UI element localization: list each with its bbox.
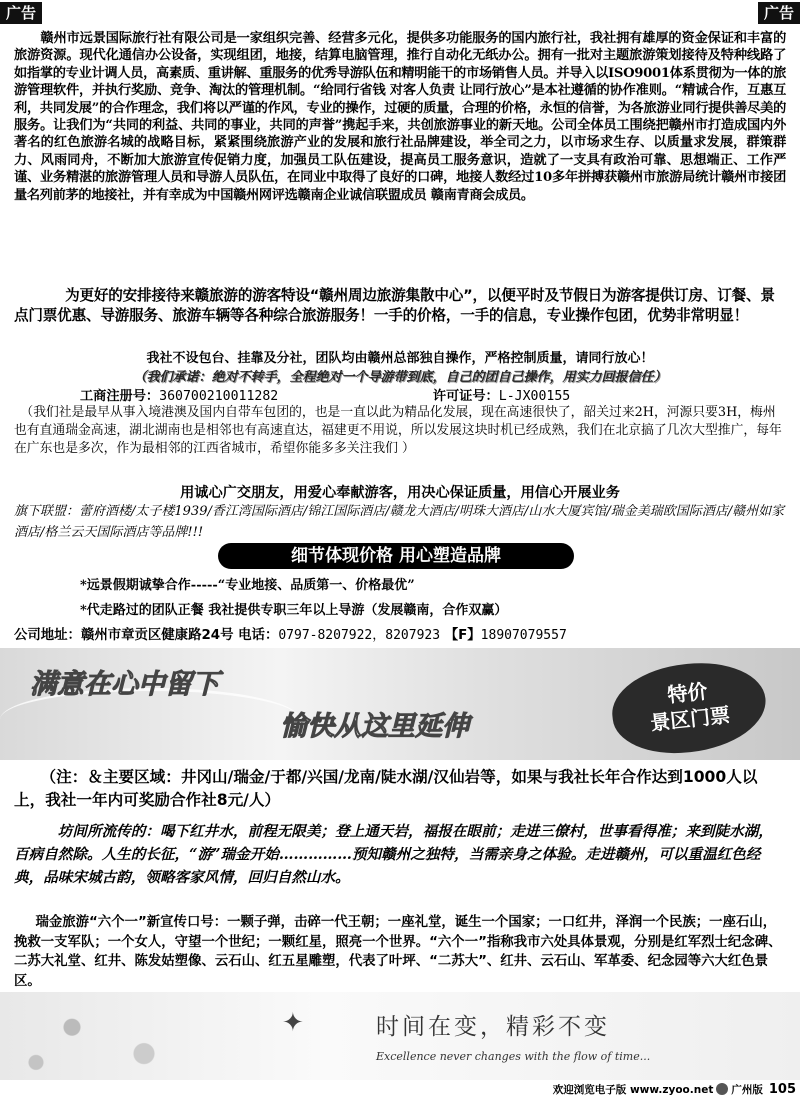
ad-tag-left: 广告 xyxy=(0,2,42,24)
closing-slogan-cn: 时间在变，精彩不变 xyxy=(376,1014,610,1040)
license-label: 许可证号： xyxy=(432,389,499,404)
ticket-badge xyxy=(608,656,770,760)
region-note: （注：＆主要区域：井冈山/瑞金/于都/兴国/龙南/陡水湖/汉仙岩等，如果与我社长年合作达到1000人以上，我社一年内可奖励合作社8元/人） xyxy=(14,768,758,809)
scenic-photo-banner xyxy=(0,648,800,760)
address-line xyxy=(14,624,786,643)
motto-line: 用诚心广交朋友，用爱心奉献游客，用决心保证质量，用信心开展业务 xyxy=(180,485,620,501)
badge-line-1: 特价 xyxy=(666,679,709,708)
address-label: 公司地址： xyxy=(14,628,81,643)
company-intro: 赣州市远景国际旅行社有限公司是一家组织完善、经营多元化，提供多功能服务的国内旅行社，我社拥有雄厚的资金保证和丰富的旅游资源。现代化通信办公设备，实现组团，地接，结算电脑管理，推行自动化无纸办公。拥有一批对主题旅游策划接待及特种线路了如指掌的专业计调人员，高素质、重讲解、重服务的优秀导游队伍和精明能干的市场销售人员。并导入以ISO9001体系贯彻为一体的旅游管理软件，并执行奖励、竞争、淘汰的管理机制。“给同行省钱 对客人负责 让同行放心”是本社遵循的协作准则。“精诚合作，互惠互利，共同发展”的合作理念，我们将以严谨的作风，专业的操作，过硬的质量，合理的价格，永恒的信誉，为各旅游业同行提供善尽美的服务。让我们为“共同的利益、共同的事业，共同的声誉”携起手来，共创旅游事业的新天地。公司全体员工围绕把赣州市打造成国内外著名的红色旅游名城的战略目标，紧紧围绕旅游产业的发展和旅行社品牌建设，举全司之力，以市场求生存、以质量求发展，群策群力、风雨同舟，不断加大旅游宣传促销力度，加强员工队伍建设，提高员工服务意识，造就了一支具有政治可靠、思想端正、工作严谨、业务精湛的旅游管理人员和导游人员队伍，在同业中取得了良好的口碑，地接人数经过10多年拼搏获赣州市旅游局统计赣州市接团量名列前茅的地接社，并有幸成为中国赣州网评选赣南企业诚信联盟成员 赣南青商会成员。 xyxy=(14,31,786,203)
service-statement: 为更好的安排接待来赣旅游的游客特设“赣州周边旅游集散中心”，以便平时及节假日为游客提供订房、订餐、景点门票优惠、导游服务、旅游车辆等各种综合旅游服务！一手的价格，一手的信息，专业操作包团，优势非常明显！ xyxy=(14,287,775,324)
photo-slogan-2: 愉快从这里延伸 xyxy=(280,711,469,742)
magazine-logo-icon xyxy=(716,1083,728,1095)
footer-edition: 广州版 xyxy=(731,1084,763,1096)
photo-slogan-1: 满意在心中留下 xyxy=(30,669,219,700)
notice-line: 我社不设包台、挂靠及分社，团队均由赣州总部独自操作，严格控制质量，请同行放心！ xyxy=(146,351,654,366)
fax-value: 18907079557 xyxy=(480,628,567,643)
promise-line: （我们承诺：绝对不转手，全程绝对一个导游带到底，自己的团自己操作，用实力回报信任） xyxy=(133,370,667,385)
bird-icon: ✦ xyxy=(282,1008,304,1038)
ad-tag-right: 广告 xyxy=(758,2,800,24)
closing-slogan-en: Excellence never changes with the flow of time... xyxy=(376,1050,651,1063)
history-note: （我们社是最早从事入境港澳及国内自带车包团的，也是一直以此为精品化发展，现在高速很快了，韶关过来2H，河源只要3H，梅州也有直通瑞金高速，湖北湖南也是相邻也有高速直达，福建更不用说，所以发展这块时机已经成熟，我们在北京搞了几次大型推广，每年在广东也是多次，作为最相邻的江西省城市，希望你能多多关注我们 ） xyxy=(14,405,782,456)
page-number: 105 xyxy=(768,1082,796,1097)
phone-label: 电话： xyxy=(238,628,279,643)
closing-photo-banner xyxy=(0,992,800,1080)
slogan-1: *远景假期诚挚合作-----“专业地接、品质第一、价格最优” xyxy=(80,578,415,593)
biz-reg-label: 工商注册号： xyxy=(80,389,160,404)
folk-saying: 坊间所流传的：喝下红井水，前程无限美；登上通天岩，福报在眼前；走进三僚村，世事看得准；来到陡水湖，百病自然除。人生的长征，“游”瑞金开始……………预知赣州之独特，当需亲身之体验。走进赣州，可以重温红色经典，品味宋城古韵，领略客家风情，回归自然山水。 xyxy=(14,823,773,886)
hotel-alliance: 旗下联盟：蕾府酒楼/太子楼1939/香江湾国际酒店/锦江国际酒店/赣龙大酒店/明珠大酒店/山水大厦宾馆/瑞金美瑞欧国际酒店/赣州如家酒店/格兰云天国际酒店等品牌!!! xyxy=(14,504,785,540)
page-footer xyxy=(500,1082,796,1097)
license-value: L-JX00155 xyxy=(498,389,571,404)
footer-site: 欢迎浏览电子版 www.zyoo.net xyxy=(552,1084,714,1096)
biz-reg-value: 360700210011282 xyxy=(159,389,279,404)
blossom-branch-image xyxy=(0,992,240,1080)
ruijin-slogan: 瑞金旅游“六个一”新宣传口号：一颗子弹，击碎一代王朝；一座礼堂，诞生一个国家；一口红井，泽润一个民族；一座石山，挽救一支军队；一个女人，守望一个世纪；一颗红星，照亮一个世界。“六个一”指称我市六处具体景观，分别是红军烈士纪念碑、二苏大礼堂、红井、陈发姑塑像、云石山、红五星雕塑，代表了叶坪、“二苏大”、红井、云石山、军革委、纪念园等六大红色景区。 xyxy=(14,915,782,989)
registration-line xyxy=(14,385,786,404)
fax-label: 【F】 xyxy=(444,628,481,643)
brand-banner: 细节体现价格 用心塑造品牌 xyxy=(218,543,574,569)
badge-line-2: 景区门票 xyxy=(649,702,732,736)
slogan-2: *代走路过的团队正餐 我社提供专职三年以上导游（发展赣南，合作双赢） xyxy=(80,603,508,618)
address-value: 赣州市章贡区健康路24号 xyxy=(80,628,234,643)
phone-value: 0797-8207922，8207923 xyxy=(278,628,441,643)
